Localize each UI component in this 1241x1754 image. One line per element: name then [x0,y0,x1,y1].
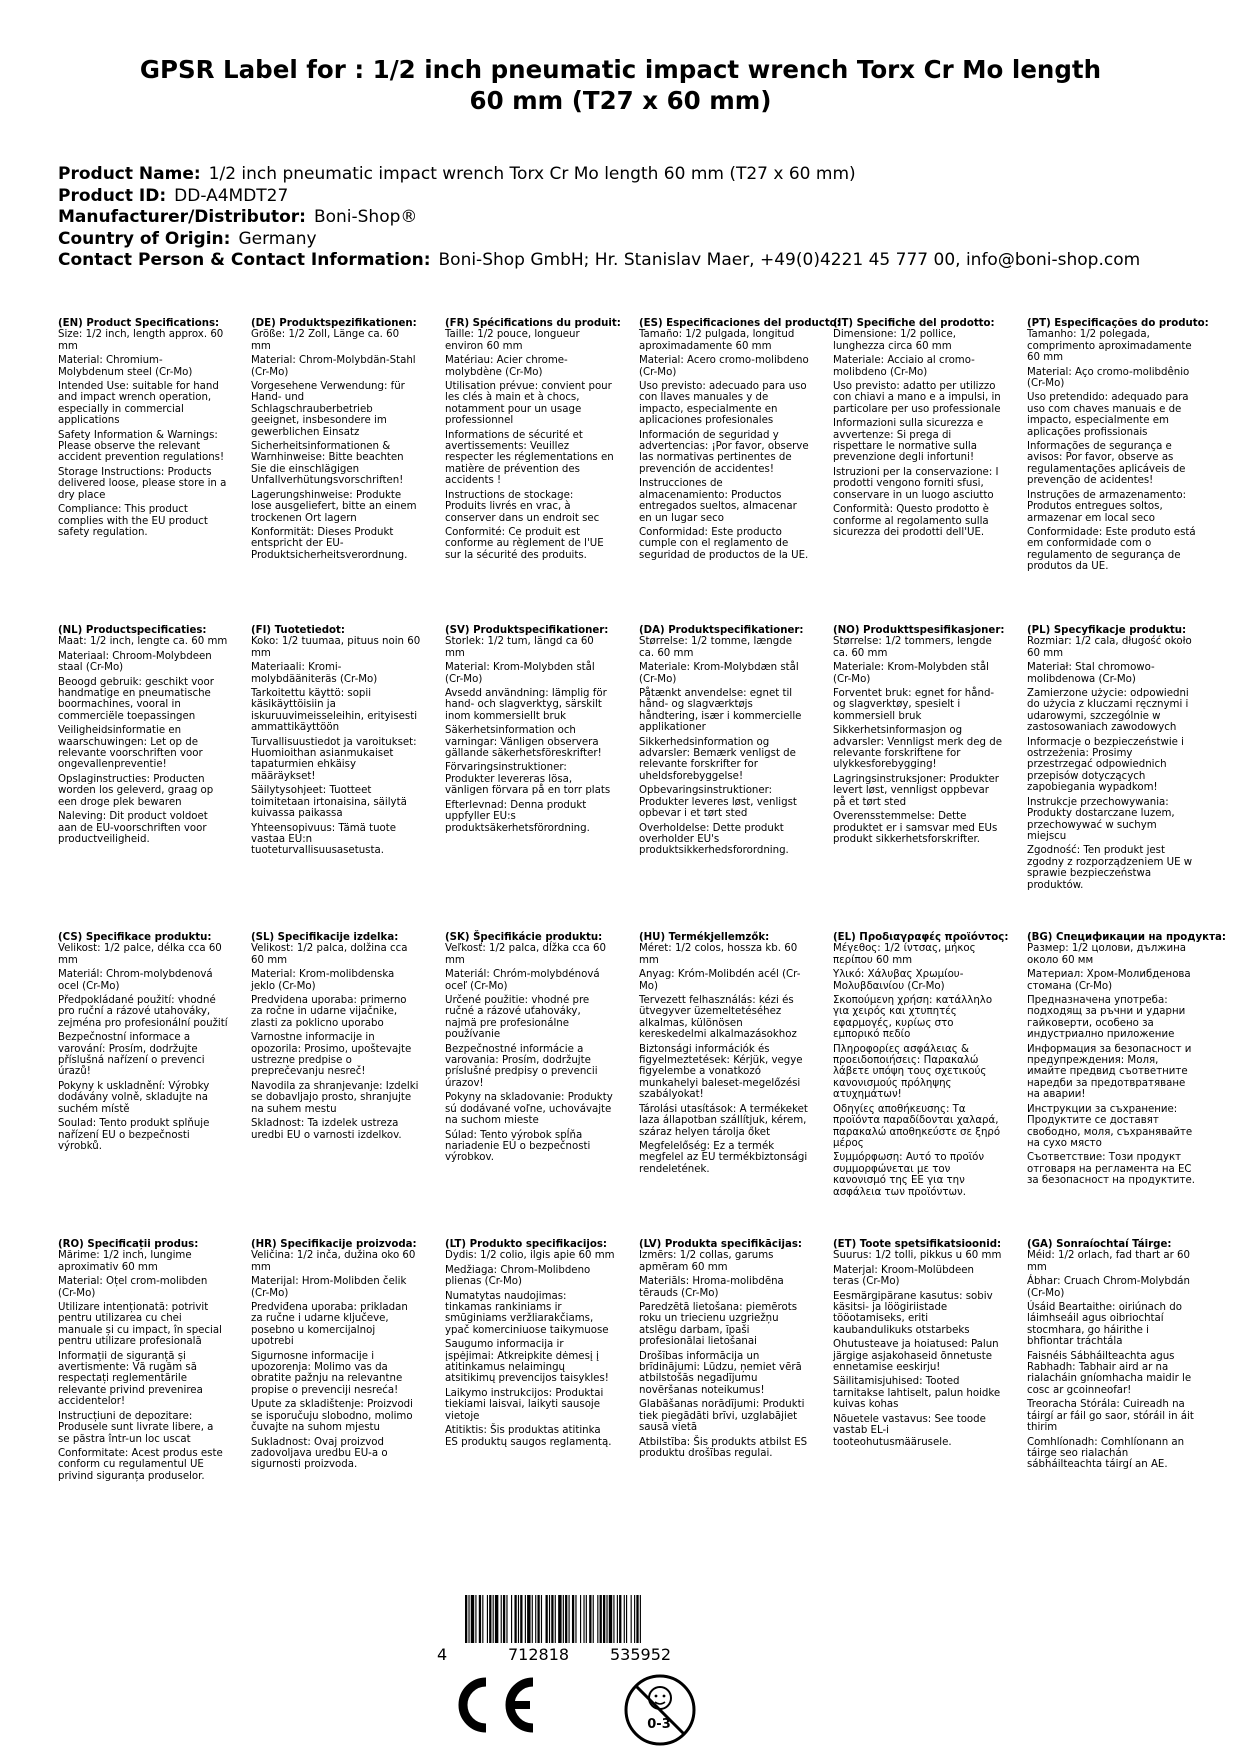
spec-paragraph: Mărime: 1/2 inch, lungime aproximativ 60 mm [58,1250,192,1273]
spec-block [639,625,809,860]
spec-paragraph: Beoogd gebruik: geschikt voor handmatige en pneumatische boormachines, vooral in commerciële toepassingen [58,676,214,722]
spec-paragraph: Conformitate: Acest produs este conform cu regulamentul UE privind siguranța produselor. [58,1447,223,1482]
barcode-digits-2: 712818 [508,1645,570,1664]
spec-paragraph: Atitiktis: Šis produktas atitinka ES produktų saugos reglamentą. [445,1425,612,1448]
spec-paragraph: Μέγεθος: 1/2 ίντσας, μήκος περίπου 60 mm [833,943,976,966]
spec-paragraph: Sikkerhetsinformasjon og advarsler: Vennligst merk deg de relevante forskriftene for ulykkesforebygging! [833,725,1002,771]
spec-paragraph: Συμμόρφωση: Αυτό το προϊόν συμμορφώνεται με τον κανονισμό της ΕΕ για την ασφάλεια των προϊόντων. [833,1152,985,1198]
spec-paragraph: Úsáid Beartaithe: oiriúnach do láimhseáil agus oibriochtaí stocmhara, go háirithe i bhfiontar tráchtála [1027,1302,1182,1348]
spec-paragraph: Overensstemmelse: Dette produktet er i samsvar med EUs produkt sikkerhetsforskrifter. [833,811,998,845]
spec-block [58,625,228,848]
spec-paragraph: Velikost: 1/2 palce, délka cca 60 mm [58,943,222,966]
spec-paragraph: Určené použitie: vhodné pre ručné a rázové uťahováky, najmä pre profesionálne používanie [445,995,590,1041]
spec-paragraph: Naleving: Dit product voldoet aan de EU-voorschriften voor productveiligheid. [58,811,208,845]
barcode-bar [532,1595,533,1643]
spec-paragraph: Material: Aço cromo-molibdênio (Cr-Mo) [1027,366,1190,390]
spec-paragraph: Biztonsági információk és figyelmeztetések: Kérjük, vegye figyelembe a vonatkozó munkahelyi baleset-megelőzési szabályokat! [639,1043,803,1101]
spec-paragraph: Avsedd användning: lämplig för hand- och slagverktyg, särskilt inom kommersiellt bruk [445,688,607,722]
spec-block [639,318,841,564]
spec-block [58,932,228,1155]
label-title [0,54,1241,116]
barcode-bar [546,1595,548,1643]
spec-paragraph: Materiale: Krom-Molybdæn stål (Cr-Mo) [639,662,799,685]
spec-paragraph: Atbilstība: Šis produkts atbilst ES produktu drošības regulai. [639,1436,808,1459]
spec-paragraph: Overholdelse: Dette produkt overholder EU's produktsikkerhedsforordning. [639,822,789,857]
spec-paragraph: Materiaali: Kromi-molybdääniteräs (Cr-Mo) [251,662,378,685]
spec-paragraph: Forventet bruk: egnet for hånd- og slagverktøy, spesielt i kommersiell bruk [833,688,995,722]
barcode-bar [518,1595,519,1643]
spec-paragraph: Dimensione: 1/2 pollice, lunghezza circa 60 mm [833,329,957,352]
spec-paragraph: Veličina: 1/2 inča, dužina oko 60 mm [251,1250,416,1273]
info-line [58,250,1218,272]
spec-paragraph: Pokyny na skladovanie: Produkty sú dodávané voľne, uchovávajte na suchom mieste [445,1092,613,1127]
barcode-bar [609,1595,612,1643]
barcode-bar [503,1595,505,1643]
barcode-bar [606,1595,607,1643]
spec-heading: (BG) Спецификации на продукта: [1027,932,1226,943]
spec-paragraph: Οδηγίες αποθήκευσης: Τα προϊόντα παραδίδονται χαλαρά, παρακαλώ αποθηκεύστε σε ξηρό μέρος [833,1103,1001,1149]
barcode-bar [575,1595,576,1643]
spec-paragraph: Compliance: This product complies with the EU product safety regulation. [58,504,208,538]
barcode-bar [572,1595,574,1643]
spec-paragraph: Säilytysohjeet: Tuotteet toimitetaan irtonaisina, säilytä kuivassa paikassa [251,785,407,820]
spec-paragraph: Sicherheitsinformationen & Warnhinweise: Bitte beachten Sie die einschlägigen Unfallverhütungsvorschriften! [251,441,404,487]
barcode-bar [597,1595,598,1643]
barcode-bar [583,1595,584,1643]
barcode-bar [479,1595,481,1643]
spec-paragraph: Predviđena uporaba: prikladan za ručne i udarne ključeve, posebno u komercijalnoj upotrebi [251,1302,408,1348]
spec-paragraph: Předpokládané použití: vhodné pro ruční a rázové utahováky, zejména pro profesionální použití [58,995,228,1029]
spec-paragraph: Conformidade: Este produto está em conformidade com o regulamento de segurança de produtos da UE. [1027,526,1196,573]
barcode-bar [495,1595,498,1643]
barcode-bar [563,1595,564,1643]
spec-paragraph: Instrukcje przechowywania: Produkty dostarczane luzem, przechowywać w suchym miejscu [1027,796,1175,842]
spec-heading: (LT) Produkto specifikacijos: [445,1239,607,1250]
spec-paragraph: Maat: 1/2 inch, lengte ca. 60 mm [58,636,228,648]
spec-paragraph: Ohutusteave ja hoiatused: Palun järgige asjakohaseid õnnetuste ennetamise eeskirju! [833,1339,999,1374]
spec-paragraph: Navodila za shranjevanje: Izdelki se dobavljajo prosto, shranjujte na suhem mestu [251,1080,419,1115]
spec-paragraph: Eesmärgipärane kasutus: sobiv käsitsi- ja löögiriistade tööotamiseks, eriti kaubandulikuks otstarbeks [833,1290,993,1336]
barcode-bar [631,1595,632,1643]
spec-heading: (LV) Produkta specifikācijas: [639,1239,802,1250]
spec-paragraph: Matériau: Acier chrome-molybdène (Cr-Mo) [445,355,568,378]
spec-paragraph: Υλικό: Χάλυβας Χρωμίου-Μολυβδαινίου (Cr-Mo) [833,969,964,992]
spec-paragraph: Uso pretendido: adequado para uso com chaves manuais e de impacto, especialmente em aplicações profissionais [1027,392,1189,438]
spec-paragraph: Vorgesehene Verwendung: für Hand- und Schlagschrauberbetrieb geeignet, insbesondere im gewerblichen Einsatz [251,381,405,438]
spec-paragraph: Conformidad: Este producto cumple con el reglamento de seguridad de productos de la UE. [639,526,809,561]
info-line [58,164,1218,186]
spec-paragraph: Suurus: 1/2 tolli, pikkus u 60 mm [833,1250,1002,1262]
spec-paragraph: Tárolási utasítások: A termékeket laza állapotban szállítjuk, kérem, száraz helyen tárolja őket [639,1103,808,1138]
spec-paragraph: Tamaño: 1/2 pulgada, longitud aproximadamente 60 mm [639,329,795,352]
spec-paragraph: Σκοπούμενη χρήση: κατάλληλο για χειρός και χτυπητές εφαρμογές, κυρίως στο εμπορικό πεδίο [833,995,993,1041]
barcode-bar [482,1595,483,1643]
spec-paragraph: Material: Oțel crom-molibden (Cr-Mo) [58,1276,208,1299]
spec-heading: (SV) Produktspecifikationer: [445,625,609,636]
spec-heading: (FI) Tuotetiedot: [251,625,345,636]
spec-paragraph: Materijal: Hrom-Molibden čelik (Cr-Mo) [251,1276,407,1299]
spec-heading: (DE) Produktspezifikationen: [251,318,417,329]
barcode-bar [634,1595,635,1643]
spec-paragraph: Material: Chromium-Molybdenum steel (Cr-Mo) [58,355,193,378]
spec-paragraph: Anyag: Króm-Molibdén acél (Cr-Mo) [639,969,801,992]
barcode-bar [493,1595,494,1643]
barcode-bar [537,1595,539,1643]
spec-paragraph: Opbevaringsinstruktioner: Produkter leveres løst, venligst opbevar i et tørt sted [639,785,797,820]
spec-paragraph: Säilitamisjuhised: Tooted tarnitakse lahtiselt, palun hoidke kuivas kohas [833,1376,1001,1411]
spec-heading: (EN) Product Specifications: [58,318,220,329]
spec-paragraph: Säkerhetsinformation och varningar: Vänligen observera gällande säkerhetsföreskrifter! [445,725,602,760]
spec-paragraph: Utilizare intenționată: potrivit pentru utilizarea cu chei manuale și cu impact, în special pentru utilizare profesională [58,1302,222,1348]
spec-paragraph: Información de seguridad y advertencias: ¡Por favor, observe las normativas pertinentes de prevención de accidentes! [639,429,809,475]
spec-paragraph: Größe: 1/2 Zoll, Länge ca. 60 mm [251,329,400,352]
barcode-digits-3: 535952 [610,1645,672,1664]
spec-block [445,318,621,564]
info-value: Germany [238,228,317,249]
spec-paragraph: Zgodność: Ten produkt jest zgodny z rozporządzeniem UE w sprawie bezpieczeństwa produktów. [1027,845,1193,891]
spec-block [58,318,228,541]
spec-block [833,1239,1003,1451]
spec-paragraph: Storlek: 1/2 tum, längd ca 60 mm [445,636,594,659]
spec-heading: (HR) Specifikacije proizvoda: [251,1239,417,1250]
info-key: Contact Person & Contact Information: [58,250,431,270]
info-value: Boni-Shop® [313,207,418,227]
barcode-bar [468,1595,469,1643]
spec-paragraph: Paredzētā lietošana: piemērots roku un triecienu uzgriežņu atslēgu darbam, īpaši profesionālai lietošanai [639,1302,798,1348]
spec-block [445,625,615,837]
ce-mark-icon [448,1672,540,1738]
spec-paragraph: Tervezett felhasználás: kézi és ütvegyver üzemeltetéséhez alkalmas, különösen kereskedelmi alkalmazásokhoz [639,995,797,1041]
spec-paragraph: Megfelelőség: Ez a termék megfelel az EU termékbiztonsági rendeletének. [639,1140,808,1175]
info-line [58,207,1218,229]
spec-heading: (NL) Productspecificaties: [58,625,207,636]
barcode-bar [487,1595,488,1643]
barcode-bar [551,1595,553,1643]
spec-block [833,625,1003,848]
spec-paragraph: Taille: 1/2 pouce, longueur environ 60 mm [445,329,580,352]
spec-paragraph: Uso previsto: adecuado para uso con llaves manuales y de impacto, especialmente en aplicaciones profesionales [639,381,807,427]
spec-paragraph: Materiaal: Chroom-Molybdeen staal (Cr-Mo) [58,650,212,674]
spec-paragraph: Instrucțiuni de depozitare: Produsele sunt livrate libere, a se păstra într-un loc uscat [58,1410,214,1445]
spec-paragraph: Πληροφορίες ασφάλειας & προειδοποιήσεις: Παρακαλώ λάβετε υπόψη τους σχετικούς κανονισμούς πρόληψης ατυχημάτων! [833,1043,987,1101]
barcode-bar [549,1595,550,1643]
spec-heading: (SL) Specifikacije izdelka: [251,932,399,943]
spec-paragraph: Informations de sécurité et avertissements: Veuillez respecter les réglementations en matière de prévention des accidents ! [445,429,614,487]
spec-paragraph: Zamierzone użycie: odpowiedni do użycia z kluczami ręcznymi i udarowymi, szczególnie w zastosowaniach zawodowych [1027,688,1189,734]
spec-paragraph: Comhlíonadh: Comhlíonann an táirge seo rialachán sábháilteachta táirgí an AE. [1027,1436,1185,1471]
spec-paragraph: Påtænkt anvendelse: egnet til hånd- og slagværktøjs håndtering, især i kommercielle applikationer [639,688,802,734]
spec-block [58,1239,228,1485]
info-line [58,229,1218,251]
spec-paragraph: Materiale: Acciaio al cromo-molibdeno (Cr-Mo) [833,355,975,378]
spec-paragraph: Faisnéis Sábháilteachta agus Rabhadh: Tabhair aird ar na rialacháin gníomhacha maidir le cosc ar gcoinneofar! [1027,1350,1192,1396]
spec-paragraph: Drošības informācija un brīdinājumi: Lūdzu, ņemiet vērā atbilstošās negadījumu novēršanas noteikumus! [639,1350,802,1396]
spec-heading: (GA) Sonraíochtaí Táirge: [1027,1239,1172,1250]
info-line [58,186,1218,208]
info-key: Product ID: [58,185,167,206]
spec-paragraph: Istruzioni per la conservazione: I prodotti vengono forniti sfusi, conservare in un luogo asciutto [833,466,999,501]
spec-paragraph: Soulad: Tento produkt splňuje nařízení EU o bezpečnosti výrobků. [58,1118,210,1152]
info-value: 1/2 inch pneumatic impact wrench Torx Cr Mo length 60 mm (T27 x 60 mm) [208,164,856,184]
spec-paragraph: Ábhar: Cruach Chrom-Molybdán (Cr-Mo) [1027,1276,1190,1299]
barcode-bar [511,1595,512,1643]
spec-block [251,625,421,860]
spec-paragraph: Turvallisuustiedot ja varoitukset: Huomioithan asianmukaiset tapaturmien ehkäisy määräykset! [251,736,417,782]
spec-paragraph: Instructions de stockage: Produits livrés en vrac, à conserver dans un endroit sec [445,489,600,524]
spec-paragraph: Lagerungshinweise: Produkte lose ausgeliefert, bitte an einem trockenen Ort lagern [251,489,417,524]
spec-heading: (FR) Spécifications du produit: [445,318,621,329]
info-key: Product Name: [58,164,201,184]
info-key: Manufacturer/Distributor: [58,207,306,227]
spec-paragraph: Informações de segurança e avisos: Por favor, observe as regulamentações aplicáveis de prevenção de acidentes! [1027,441,1186,487]
barcode-bar [527,1595,530,1643]
barcode-bar [535,1595,536,1643]
spec-paragraph: Konformität: Dieses Produkt entspricht der EU-Produktsicherheitsverordnung. [251,526,408,561]
barcode-bar [593,1595,594,1643]
spec-heading: (EL) Προδιαγραφές προϊόντος: [833,932,1009,943]
spec-paragraph: Predvidena uporaba: primerno za ročne in udarne vijačnike, zlasti za poklicno uporabo [251,995,407,1029]
barcode-bar [589,1595,591,1643]
spec-paragraph: Съответствие: Този продукт отговаря на регламента на ЕС за безопасност на продуктите. [1027,1152,1195,1187]
spec-block [1027,1239,1197,1474]
barcode-bar [475,1595,476,1643]
barcode-bar [525,1595,526,1643]
spec-heading: (SK) Špecifikácie produktu: [445,932,603,943]
spec-paragraph: Материал: Хром-Молибденова стомана (Cr-Mo) [1027,969,1191,992]
spec-paragraph: Intended Use: suitable for hand and impact wrench operation, especially in commercial applications [58,381,219,427]
product-info [58,164,1218,272]
spec-heading: (ET) Toote spetsifikatsioonid: [833,1239,1002,1250]
barcode-bar [624,1595,625,1643]
info-value: Boni-Shop GmbH; Hr. Stanislav Maer, +49(0)4221 45 777 00, info@boni-shop.com [438,250,1141,270]
spec-block [251,932,421,1144]
spec-paragraph: Opslaginstructies: Producten worden los geleverd, graag op een droge plek bewaren [58,773,214,808]
barcode-bar [569,1595,570,1643]
spec-heading: (PT) Especificações do produto: [1027,318,1209,329]
barcode-bar [626,1595,627,1643]
spec-paragraph: Предназначена употреба: подходящ за ръчни и ударни гайковерти, особено за индустриално приложение [1027,995,1186,1041]
title-line-2: 60 mm (T27 x 60 mm) [469,86,772,115]
spec-paragraph: Yhteensopivuus: Tämä tuote vastaa EU:n tuoteturvallisuusasetusta. [251,822,397,857]
spec-paragraph: Material: Krom-molibdenska jeklo (Cr-Mo) [251,969,395,992]
barcode [437,1595,737,1665]
spec-paragraph: Conformità: Questo prodotto è conforme al regolamento sulla sicurezza dei prodotti dell'UE. [833,504,989,538]
spec-paragraph: Инструкции за съхранение: Продуктите се доставят свободно, моля, съхранявайте на сухо място [1027,1103,1193,1149]
spec-block [445,1239,615,1451]
spec-paragraph: Veľkosť: 1/2 palca, dĺžka cca 60 mm [445,943,606,966]
barcode-bar [640,1595,641,1643]
spec-paragraph: Instrucciones de almacenamiento: Productos entregados sueltos, almacenar en un lugar seco [639,478,797,524]
spec-paragraph: Veiligheidsinformatie en waarschuwingen: Let op de relevante voorschriften voor ongevallenpreventie! [58,725,203,771]
not-for-children-0-3-icon [622,1672,698,1748]
spec-block [445,932,615,1167]
barcode-bar [514,1595,516,1643]
spec-block [251,318,421,564]
spec-paragraph: Bezpečnostné informácie a varovania: Prosím, dodržujte príslušné predpisy o prevencii úrazov! [445,1043,598,1089]
spec-paragraph: Tamanho: 1/2 polegada, comprimento aproximadamente 60 mm [1027,329,1192,364]
spec-heading: (PL) Specyfikacje produktu: [1027,625,1187,636]
barcode-bar [489,1595,491,1643]
spec-block [251,1239,421,1474]
spec-paragraph: Storage Instructions: Products delivered loose, please store in a dry place [58,466,227,501]
spec-paragraph: Materiál: Chrom-molybdenová ocel (Cr-Mo) [58,969,213,992]
barcode-bar [613,1595,614,1643]
spec-paragraph: Saugumo informacija ir įspėjimai: Atkreipkite dėmesį į atitinkamus nelaimingų atsitikimų prevencijos taisykles! [445,1339,609,1385]
barcode-bars [465,1595,715,1645]
spec-heading: (IT) Specifiche del prodotto: [833,318,995,329]
spec-heading: (HU) Termékjellemzők: [639,932,770,943]
barcode-bar [600,1595,602,1643]
spec-paragraph: Informații de siguranță și avertismente: Vă rugăm să respectați reglementările relevante privind prevenirea accidentelor! [58,1350,203,1408]
spec-paragraph: Utilisation prévue: convient pour les clés à main et à chocs, notamment pour un usage professionnel [445,381,612,427]
info-value: DD-A4MDT27 [174,185,289,206]
spec-paragraph: Sukladnost: Ovaj proizvod zadovoljava uredbu EU-a o sigurnosti proizvoda. [251,1436,388,1471]
barcode-bar [580,1595,581,1643]
spec-heading: (ES) Especificaciones del producto: [639,318,841,329]
barcode-bar [603,1595,605,1643]
spec-block [1027,625,1197,894]
spec-paragraph: Tarkoitettu käyttö: sopii käsikäyttöisiin ja iskuruuvimeisseleihin, erityisesti ammattikäyttöön [251,688,418,734]
spec-paragraph: Izmērs: 1/2 collas, garums apmēram 60 mm [639,1250,774,1273]
age-mark-label: 0-3 [647,1717,671,1732]
spec-paragraph: Rozmiar: 1/2 cala, długość około 60 mm [1027,636,1192,659]
spec-paragraph: Medžiaga: Chrom-Molibdeno plienas (Cr-Mo) [445,1264,591,1288]
barcode-bar [636,1595,638,1643]
spec-paragraph: Safety Information & Warnings: Please observe the relevant accident prevention regulations! [58,429,225,464]
spec-block [639,932,809,1178]
spec-block [639,1239,809,1462]
spec-paragraph: Méret: 1/2 colos, hossza kb. 60 mm [639,943,798,966]
spec-paragraph: Størrelse: 1/2 tommers, lengde ca. 60 mm [833,636,992,659]
barcode-bar [541,1595,542,1643]
spec-paragraph: Materiál: Chróm-molybdénová oceľ (Cr-Mo) [445,969,600,992]
barcode-bar [586,1595,587,1643]
spec-paragraph: Conformité: Ce produit est conforme au règlement de l'UE sur la sécurité des produits. [445,526,604,561]
barcode-bar [501,1595,502,1643]
spec-paragraph: Размер: 1/2 цолови, дължина около 60 мм [1027,943,1186,966]
spec-paragraph: Varnostne informacije in opozorila: Prosimo, upoštevajte ustrezne predpise o preprečevanju nesreč! [251,1032,412,1078]
barcode-digit-1: 4 [437,1645,448,1664]
barcode-bar [520,1595,522,1643]
spec-paragraph: Materjal: Kroom-Molübdeen teras (Cr-Mo) [833,1264,975,1288]
spec-paragraph: Súlad: Tento výrobok spĺňa nariadenie EÚ o bezpečnosti výrobkov. [445,1129,591,1164]
title-line-1: GPSR Label for : 1/2 inch pneumatic impact wrench Torx Cr Mo length [139,55,1102,84]
spec-paragraph: Material: Krom-Molybden stål (Cr-Mo) [445,662,595,685]
spec-paragraph: Förvaringsinstruktioner: Produkter levereras lösa, vänligen förvara på en torr plats [445,762,611,797]
spec-block [833,318,1003,541]
spec-heading: (CS) Specifikace produktu: [58,932,212,943]
spec-block [1027,318,1209,576]
spec-paragraph: Méid: 1/2 orlach, fad thart ar 60 mm [1027,1250,1190,1273]
compliance-marks [0,1672,1241,1752]
spec-paragraph: Numatytas naudojimas: tinkamas rankiniams ir smūginiams veržliarakčiams, ypač komerciniuose taikymuose [445,1290,609,1336]
spec-paragraph: Materiale: Krom-Molybden stål (Cr-Mo) [833,662,989,685]
barcode-bar [555,1595,556,1643]
barcode-bar [565,1595,567,1643]
spec-paragraph: Glabāšanas norādījumi: Produkti tiek piegādāti brīvi, uzglabājiet sausā vietā [639,1399,805,1434]
spec-paragraph: Materiāls: Hroma-molibdēna tērauds (Cr-Mo) [639,1276,784,1299]
spec-paragraph: Informacje o bezpieczeństwie i ostrzeżenia: Prosimy przestrzegać odpowiednich przepisów dotyczących zapobiegania wypadkom! [1027,736,1184,794]
info-key: Country of Origin: [58,228,231,249]
spec-paragraph: Informazioni sulla sicurezza e avvertenze: Si prega di rispettare le normative sulla prevenzione degli infortuni! [833,418,984,464]
barcode-bar [619,1595,621,1643]
spec-paragraph: Material: Acero cromo-molibdeno (Cr-Mo) [639,355,809,378]
spec-paragraph: Dydis: 1/2 colio, ilgis apie 60 mm [445,1250,615,1262]
spec-paragraph: Koko: 1/2 tuumaa, pituus noin 60 mm [251,636,421,659]
barcode-bar [558,1595,561,1643]
spec-paragraph: Material: Chrom-Molybdän-Stahl (Cr-Mo) [251,355,416,378]
spec-paragraph: Efterlevnad: Denna produkt uppfyller EU:s produktsäkerhetsförordning. [445,799,590,834]
spec-paragraph: Nõuetele vastavus: See toode vastab EL-i tooteohutusmäärusele. [833,1413,986,1448]
spec-paragraph: Sikkerhedsinformation og advarsler: Bemærk venligst de relevante forskrifter for uheldsforebyggelse! [639,736,796,782]
barcode-bar [617,1595,618,1643]
spec-paragraph: Treoracha Stórála: Cuireadh na táirgí ar fáil go saor, stóráil in áit thirim [1027,1399,1194,1434]
spec-block [833,932,1009,1201]
spec-heading: (NO) Produkttspesifikasjoner: [833,625,1005,636]
spec-paragraph: Lagringsinstruksjoner: Produkter levert løst, vennligst oppbevar på et tørt sted [833,773,999,808]
spec-paragraph: Laikymo instrukcijos: Produktai tiekiami laisvai, laikyti sausoje vietoje [445,1387,604,1422]
spec-paragraph: Upute za skladištenje: Proizvodi se isporučuju slobodno, molimo čuvajte na suhom mjestu [251,1399,413,1434]
spec-paragraph: Instruções de armazenamento: Produtos entregues soltos, armazenar em local seco [1027,489,1187,524]
barcode-bar [471,1595,474,1643]
barcode-bar [506,1595,507,1643]
spec-heading: (DA) Produktspecifikationer: [639,625,804,636]
spec-paragraph: Bezpečnostní informace a varování: Prosím, dodržujte příslušná nařízení o prevenci úrazů! [58,1032,205,1078]
barcode-bar [465,1595,467,1643]
spec-paragraph: Pokyny k uskladnění: Výrobky dodávány volně, skladujte na suchém místě [58,1080,210,1115]
spec-paragraph: Størrelse: 1/2 tomme, længde ca. 60 mm [639,636,792,659]
spec-paragraph: Materiał: Stal chromowo-molibdenowa (Cr-Mo) [1027,662,1155,685]
spec-heading: (RO) Specificații produs: [58,1239,199,1250]
spec-paragraph: Sigurnosne informacije i upozorenja: Molimo vas da obratite pažnju na relevantne propise o prevenciji nesreća! [251,1350,403,1396]
spec-paragraph: Uso previsto: adatto per utilizzo con chiavi a mano e a impulsi, in particolare per uso professionale [833,381,1001,415]
spec-paragraph: Информация за безопасност и предупреждения: Моля, имайте предвид съответните наредби за предотвратяване на аварии! [1027,1043,1192,1101]
spec-paragraph: Size: 1/2 inch, length approx. 60 mm [58,329,224,352]
spec-block [1027,932,1226,1190]
spec-paragraph: Skladnost: Ta izdelek ustreza uredbi EU o varnosti izdelkov. [251,1118,402,1141]
spec-paragraph: Velikost: 1/2 palca, dolžina cca 60 mm [251,943,408,966]
